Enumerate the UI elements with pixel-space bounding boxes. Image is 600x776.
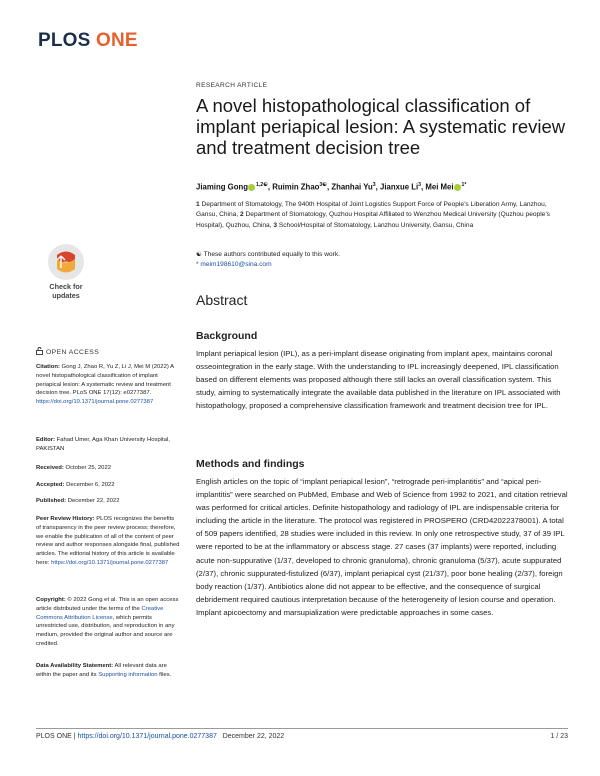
author-name[interactable]: Zhanhai Yu <box>331 182 373 192</box>
author-name[interactable]: Jiaming Gong <box>196 182 248 192</box>
affil-number: 1 <box>196 201 200 208</box>
received-date: October 25, 2022 <box>65 465 112 471</box>
author-affil-marker: 3 <box>418 182 422 188</box>
section-text-methods: English articles on the topic of “implant periapical lesion”, “retrograde peri-implantitis” and “apical peri-implantitis” were searched on PubMed, Embase and Web of Science from 1992 to 2021, and citation retrieval was performed for critical articles. Definite histopathology and radiology of IPL are indispensable criteria for including the article in the literature. The protocol was registered in PROSPERO (CRD42022378001). A total of 509 papers identified, 28 studies were included in this review. In only one retrospective study, 37 of 39 IPL were reported to be at the inflammatory or abscess stage. 27 cases (37 implants) were reported, including acute non-suppurative (1/37, developed to chronic granuloma), chronic granuloma (5/37), acute suppurated (2/37), chronic suppurated-fistulized (6/37), implant periapical cyst (21/37), poor bone healing (2/37), foreign body reaction (1/37). Antibiotics alone did not appear to be effective, and the consequence of surgical debridement required cautious interpretation because of the heterogeneity of lesion course and operation. Implant apicoectomy and marsupialization were predictable approaches in some cases. <box>196 477 568 617</box>
section-heading-methods: Methods and findings <box>196 458 305 470</box>
footer-journal: PLOS ONE <box>36 733 72 740</box>
author-name[interactable]: Ruimin Zhao <box>272 182 320 192</box>
copyright-block <box>36 596 180 649</box>
received-block <box>36 464 180 473</box>
page-footer <box>36 733 284 740</box>
editor-label: Editor: <box>36 437 55 443</box>
author-name[interactable]: Jianxue Li <box>380 182 419 192</box>
affiliations <box>196 200 568 231</box>
section-text-background: Implant periapical lesion (IPL), as a peri-implant disease originating from implant apex, maintains coronal osseointegration in the early stage. With the understanding to IPL increasingly deepened, IPL classification based on different elements was proposed although there still lacks an overall classification system. This study, aiming to systematically integrate the available data published in the literature on IPL associated with histopathology, proposed a comprehensive classification framework and treatment decision tree for IPL. <box>196 349 561 411</box>
editor-block <box>36 436 180 454</box>
affil-text: Department of Stomatology, The 940th Hospital of Joint Logistics Support Force of People’s Liberation Army, Lanzhou, Gansu, China, <box>196 201 547 219</box>
footer-doi-link[interactable]: https://doi.org/10.1371/journal.pone.0277387 <box>77 733 217 740</box>
license-link[interactable]: Creative Commons Attribution License <box>36 605 164 621</box>
published-label: Published: <box>36 498 67 504</box>
peer-review-text: PLOS recognizes the benefits of transparency in the peer review process; therefore, we enable the publication of all of the content of peer review and author responses alongside final, published articles. The editorial history of this article is available here: <box>36 516 180 566</box>
supporting-info-link[interactable]: Supporting information <box>98 671 158 678</box>
citation-label: Citation: <box>36 364 60 370</box>
author-affil-marker: 3☯ <box>319 182 327 188</box>
check-for-updates-badge[interactable] <box>36 244 96 300</box>
article-type: RESEARCH ARTICLE <box>196 82 268 89</box>
footer-separator: | <box>73 733 76 740</box>
affil-text: School/Hospital of Stomatology, Lanzhou University, Gansu, China <box>278 221 474 229</box>
peer-review-block <box>36 515 180 568</box>
peer-review-link[interactable]: https://doi.org/10.1371/journal.pone.0277387 <box>51 559 169 566</box>
page-number: 1 / 23 <box>550 733 568 740</box>
open-access-label <box>36 347 99 356</box>
author-affil-marker: 1* <box>461 182 467 188</box>
affil-number: 3 <box>273 221 278 229</box>
author-name[interactable]: Mei Mei <box>425 182 454 192</box>
corresponding-email[interactable]: * meim198610@sina.com <box>196 261 272 268</box>
article-title: A novel histopathological classification of implant periapical lesion: A systematic review and treatment decision tree <box>196 95 566 158</box>
orcid-icon[interactable] <box>454 184 461 191</box>
affil-number: 2 <box>240 211 244 219</box>
affil-text: Department of Stomatology, Quzhou Hospital Affiliated to Wenzhou Medical University (Quzhou people’s Hospital), Quzhou, China, <box>196 211 550 229</box>
open-lock-icon <box>36 347 43 355</box>
published-date: December 22, 2022 <box>67 498 120 504</box>
copyright-text-2: , which permits unrestricted use, distribution, and reproduction in any medium, provided the original author and source are credited. <box>36 614 175 647</box>
orcid-icon[interactable] <box>248 184 255 191</box>
citation-doi-link[interactable]: https://doi.org/10.1371/journal.pone.0277387 <box>36 399 154 406</box>
journal-logo-one: ONE <box>96 30 138 51</box>
data-availability-block <box>36 662 180 680</box>
author-list: Jiaming Gong $^{1,2☯}$, Ruimin Zhao$^{3☯}$, Zhanhai Yu$^3$, Jianxue Li$^3$, Mei Mei $^{1*}$ <box>196 182 467 192</box>
author-notes <box>196 250 568 270</box>
data-availability-text-2: files. <box>159 671 172 678</box>
author-affil-marker: 1,2☯ <box>255 182 268 188</box>
journal-logo[interactable] <box>38 30 138 52</box>
citation-block <box>36 363 180 407</box>
editor-text: Fahad Umer, Aga Khan University Hospital, PAKISTAN <box>36 437 170 452</box>
footer-date: December 22, 2022 <box>222 733 285 740</box>
footer-divider <box>36 728 568 729</box>
copyright-text: © 2022 Gong et al. This is an open access article distributed under the terms of the <box>36 597 179 612</box>
badge-label-line1: Check for <box>49 282 83 291</box>
citation-text: Gong J, Zhao R, Yu Z, Li J, Mei M (2022) A novel histopathological classification of implant periapical lesion: A systematic review and treatment decision tree. PLoS ONE 17(12): e0277387. <box>36 364 174 397</box>
published-block <box>36 497 180 506</box>
accepted-label: Accepted: <box>36 482 65 488</box>
peer-review-label: Peer Review History: <box>36 516 95 522</box>
author-affil-marker: 3 <box>372 182 376 188</box>
open-access-text: OPEN ACCESS <box>46 349 100 356</box>
copyright-label: Copyright: <box>36 597 66 603</box>
accepted-block <box>36 481 180 490</box>
badge-label-line2: updates <box>52 290 80 300</box>
data-availability-label: Data Availability Statement: <box>36 663 114 669</box>
received-label: Received: <box>36 465 64 471</box>
accepted-date: December 6, 2022 <box>66 482 115 488</box>
data-availability-text: All relevant data are within the paper and its <box>36 663 167 678</box>
abstract-heading: Abstract <box>196 292 248 308</box>
section-heading-background: Background <box>196 330 258 342</box>
check-for-updates-icon <box>48 244 84 280</box>
equal-contribution-note: ☯ These authors contributed equally to this work. <box>196 251 340 258</box>
journal-logo-plos: PLOS <box>38 30 91 51</box>
